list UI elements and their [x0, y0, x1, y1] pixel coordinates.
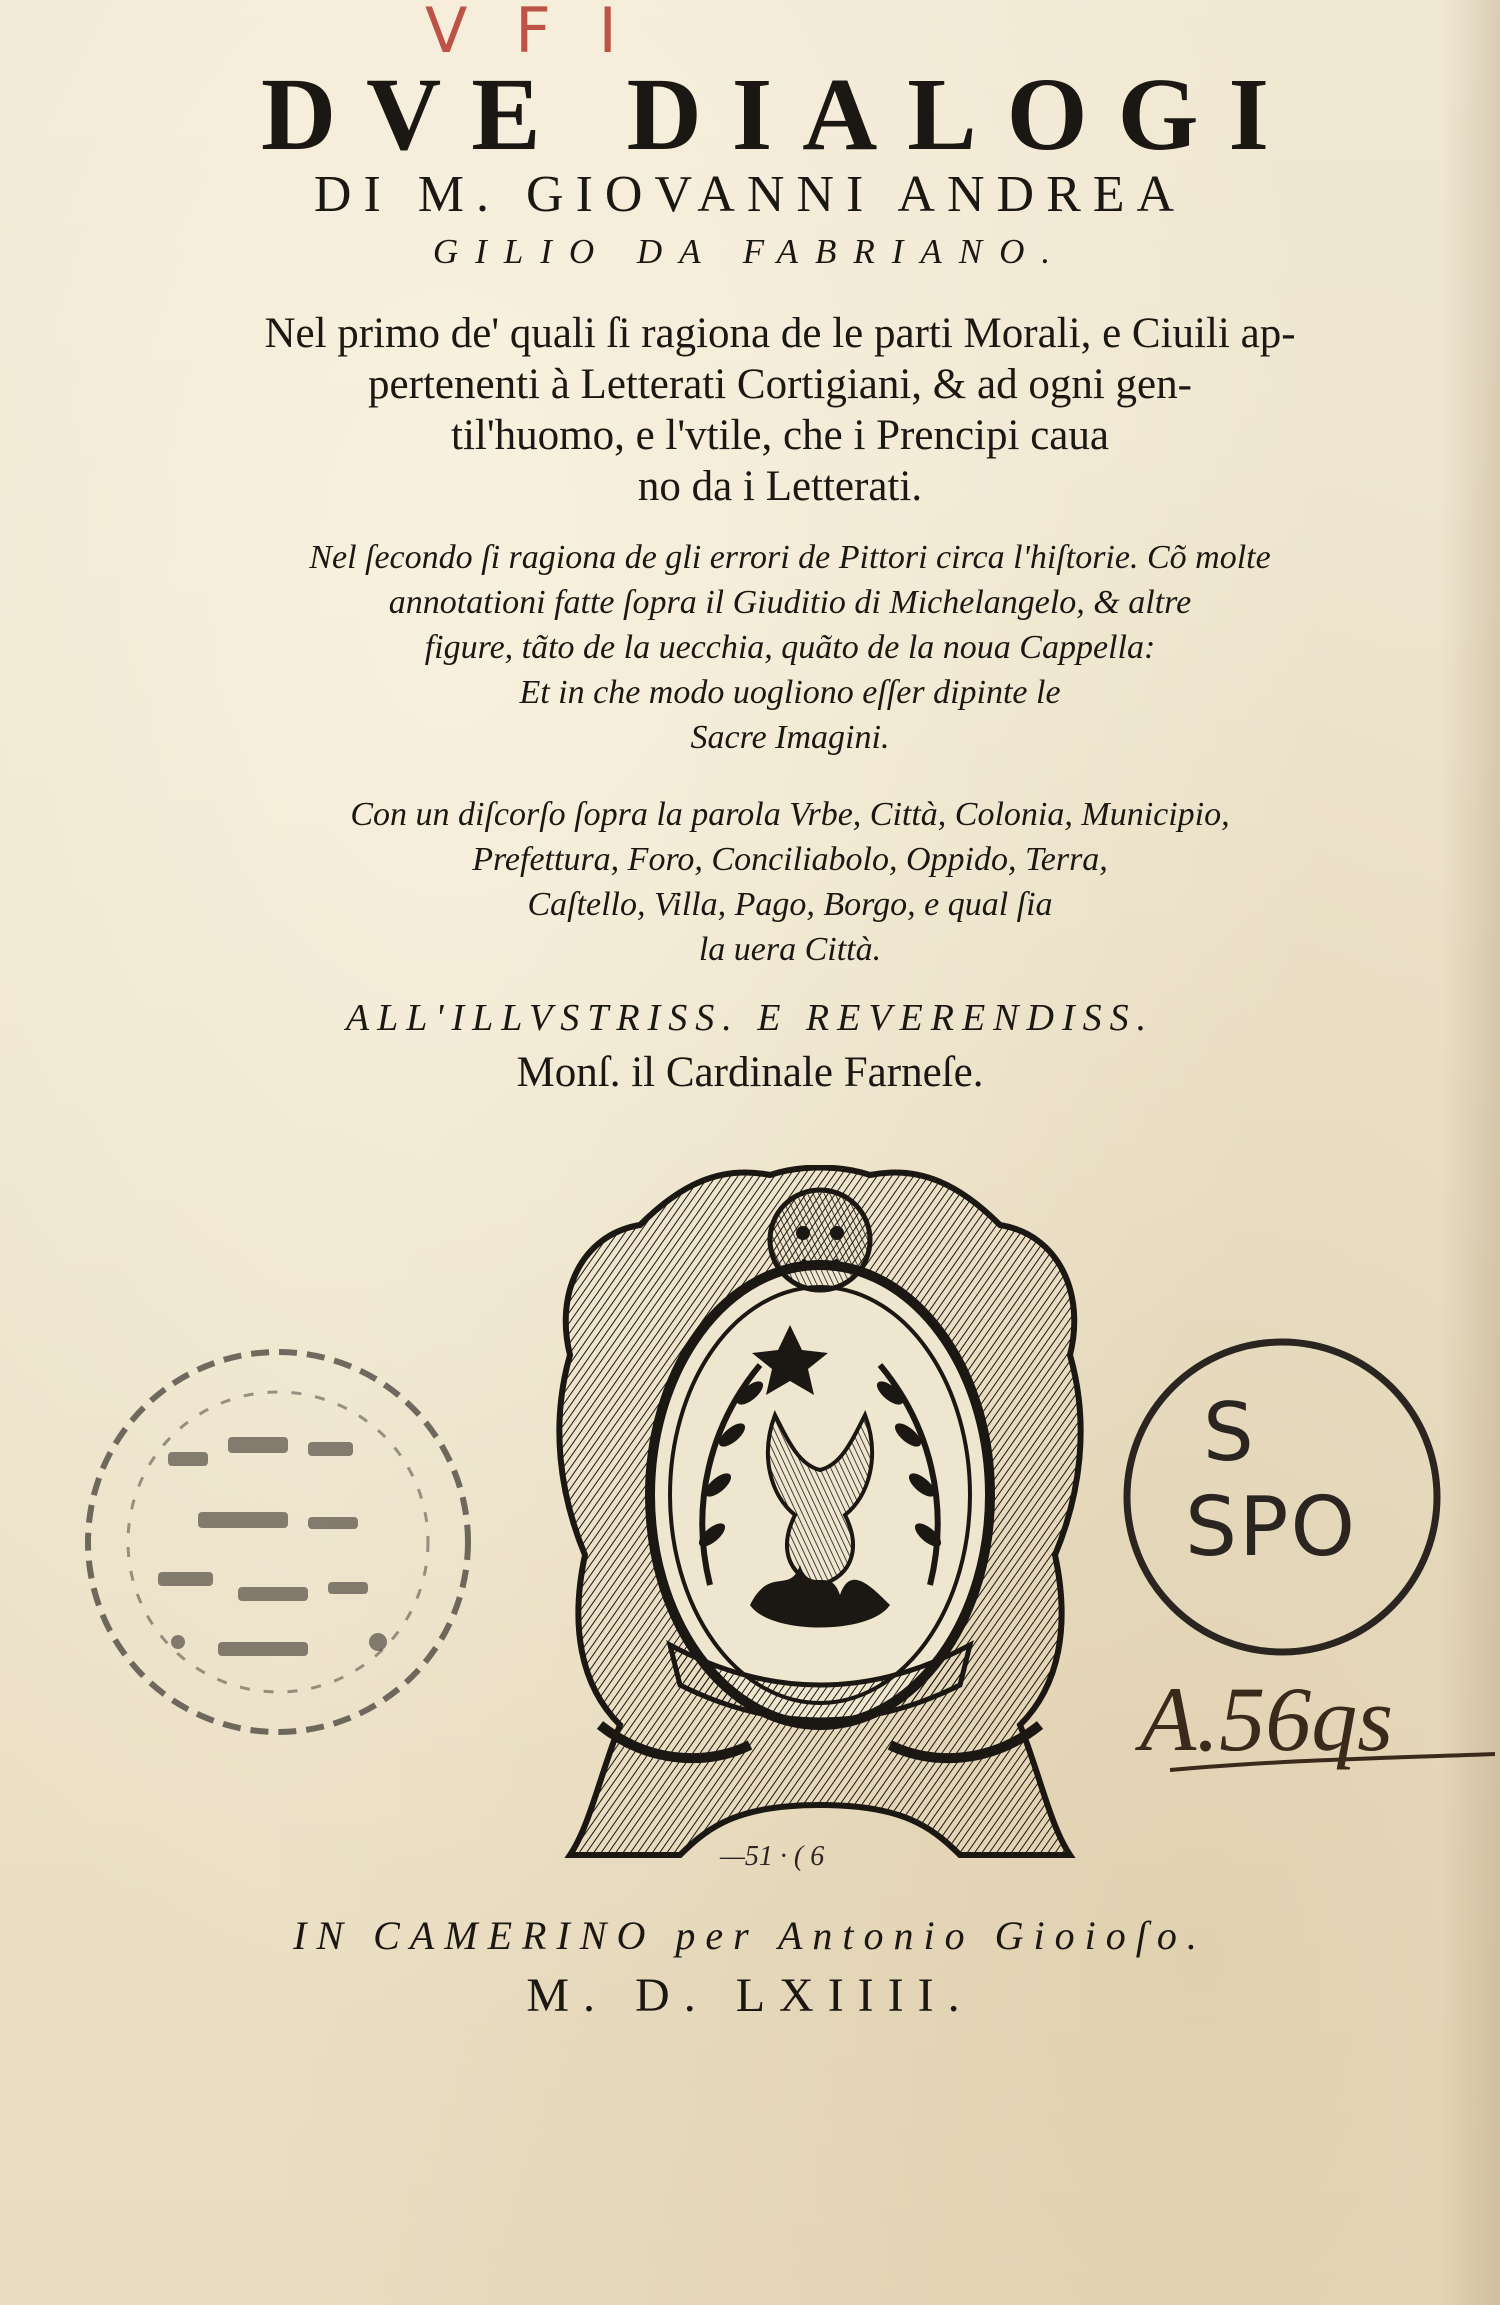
imprint-line: IN CAMERINO per Antonio Gioioſo.	[293, 1913, 1207, 1958]
author-line: DI M. GIOVANNI ANDREA	[313, 166, 1187, 223]
dedication-name: Monſ. il Cardinale Farneſe.	[516, 1049, 984, 1096]
second-dialogue-line: Sacre Imagini.	[690, 719, 890, 756]
dedication-line: ALL'ILLVSTRISS. E REVERENDISS.	[345, 997, 1155, 1039]
library-stamp-right	[1115, 1330, 1450, 1665]
handwritten-call-number	[1130, 1650, 1500, 1820]
description-block	[210, 308, 1350, 512]
second-dialogue-line: annotationi fatte ſopra il Giuditio di Michelangelo, & altre	[388, 584, 1192, 621]
book-title: DVE DIALOGI	[261, 57, 1299, 172]
library-stamp-left	[78, 1342, 478, 1742]
publication-year: M. D. LXIIII.	[526, 1969, 974, 2022]
discourse-line: Prefettura, Foro, Conciliabolo, Oppido, Terra,	[472, 841, 1108, 878]
second-dialogue-block	[240, 535, 1340, 760]
printers-device-woodcut	[540, 1165, 1100, 1875]
discourse-line: la uera Città.	[698, 931, 882, 968]
discourse-block	[240, 792, 1340, 972]
handwritten-note-text: A.56qs	[1140, 1668, 1393, 1770]
discourse-line: Con un diſcorſo ſopra la parola Vrbe, Città, Colonia, Municipio,	[350, 796, 1230, 833]
page-edge-shadow	[1440, 0, 1500, 2305]
woodcut-handwriting: —51 · ( 6	[720, 1841, 825, 1872]
description-line: til'huomo, e l'vtile, che i Prencipi caua	[451, 412, 1109, 459]
discourse-line: Caſtello, Villa, Pago, Borgo, e qual ſia	[527, 886, 1053, 923]
second-dialogue-line: figure, tãto de la uecchia, quãto de la noua Cappella:	[424, 629, 1156, 666]
second-dialogue-line: Et in che modo uogliono eſſer dipinte le	[519, 674, 1061, 711]
shelfmark-red: V F I	[425, 0, 631, 67]
second-dialogue-line: Nel ſecondo ſi ragiona de gli errori de Pittori circa l'hiſtorie. Cõ molte	[309, 539, 1271, 576]
stamp-right-word: SPO	[1185, 1480, 1358, 1575]
description-line: no da i Letterati.	[637, 463, 923, 510]
author-place-line: GILIO DA FABRIANO.	[432, 232, 1068, 271]
stamp-right-letter: S	[1203, 1386, 1254, 1479]
description-line: pertenenti à Letterati Cortigiani, & ad ogni gen-	[368, 361, 1192, 408]
description-line: Nel primo de' quali ſi ragiona de le parti Morali, e Ciuili ap-	[264, 310, 1296, 357]
